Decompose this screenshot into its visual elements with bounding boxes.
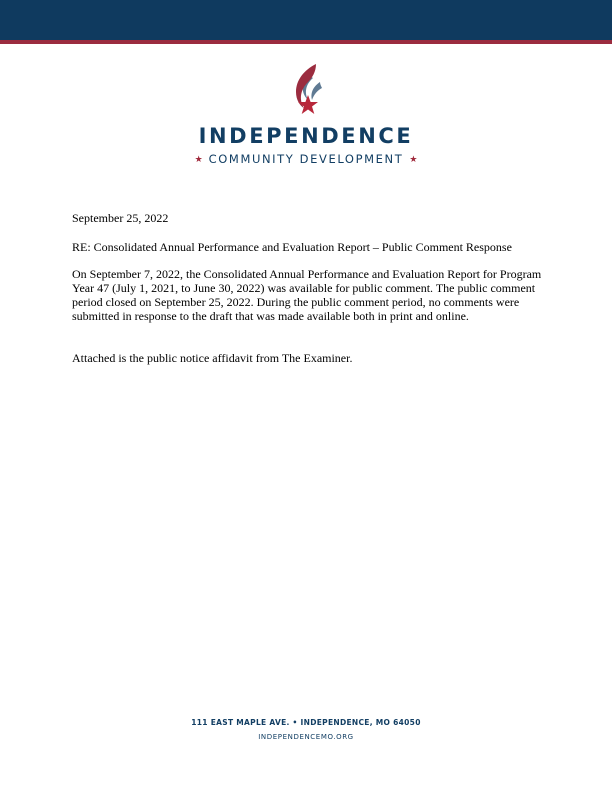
star-icon: ★: [194, 153, 203, 164]
flame-star-logo-icon: [286, 62, 330, 122]
logo-subtitle: COMMUNITY DEVELOPMENT: [208, 152, 404, 166]
logo-subtitle-row: [0, 152, 612, 166]
header-stripe: [0, 40, 612, 44]
logo-wordmark: INDEPENDENCE: [198, 124, 414, 148]
letter-date: September 25, 2022: [72, 211, 169, 225]
star-icon: ★: [409, 153, 418, 164]
letter-subject: RE: Consolidated Annual Performance and Evaluation Report – Public Comment Response: [72, 240, 512, 254]
footer-address: 111 EAST MAPLE AVE. • INDEPENDENCE, MO 64050: [191, 718, 421, 727]
letter-paragraph: On September 7, 2022, the Consolidated Annual Performance and Evaluation Report for Program Year 47 (July 1, 2021, to June 30, 2022) was available for public comment. The public comment period closed on September 25, 2022. During the public comment period, no comments were submitted in response to the draft that was made available both in print and online.: [72, 267, 542, 323]
header-band: [0, 0, 612, 40]
letter-paragraph: Attached is the public notice affidavit from The Examiner.: [72, 351, 353, 365]
footer-website-link[interactable]: INDEPENDENCEMO.ORG: [258, 733, 354, 741]
